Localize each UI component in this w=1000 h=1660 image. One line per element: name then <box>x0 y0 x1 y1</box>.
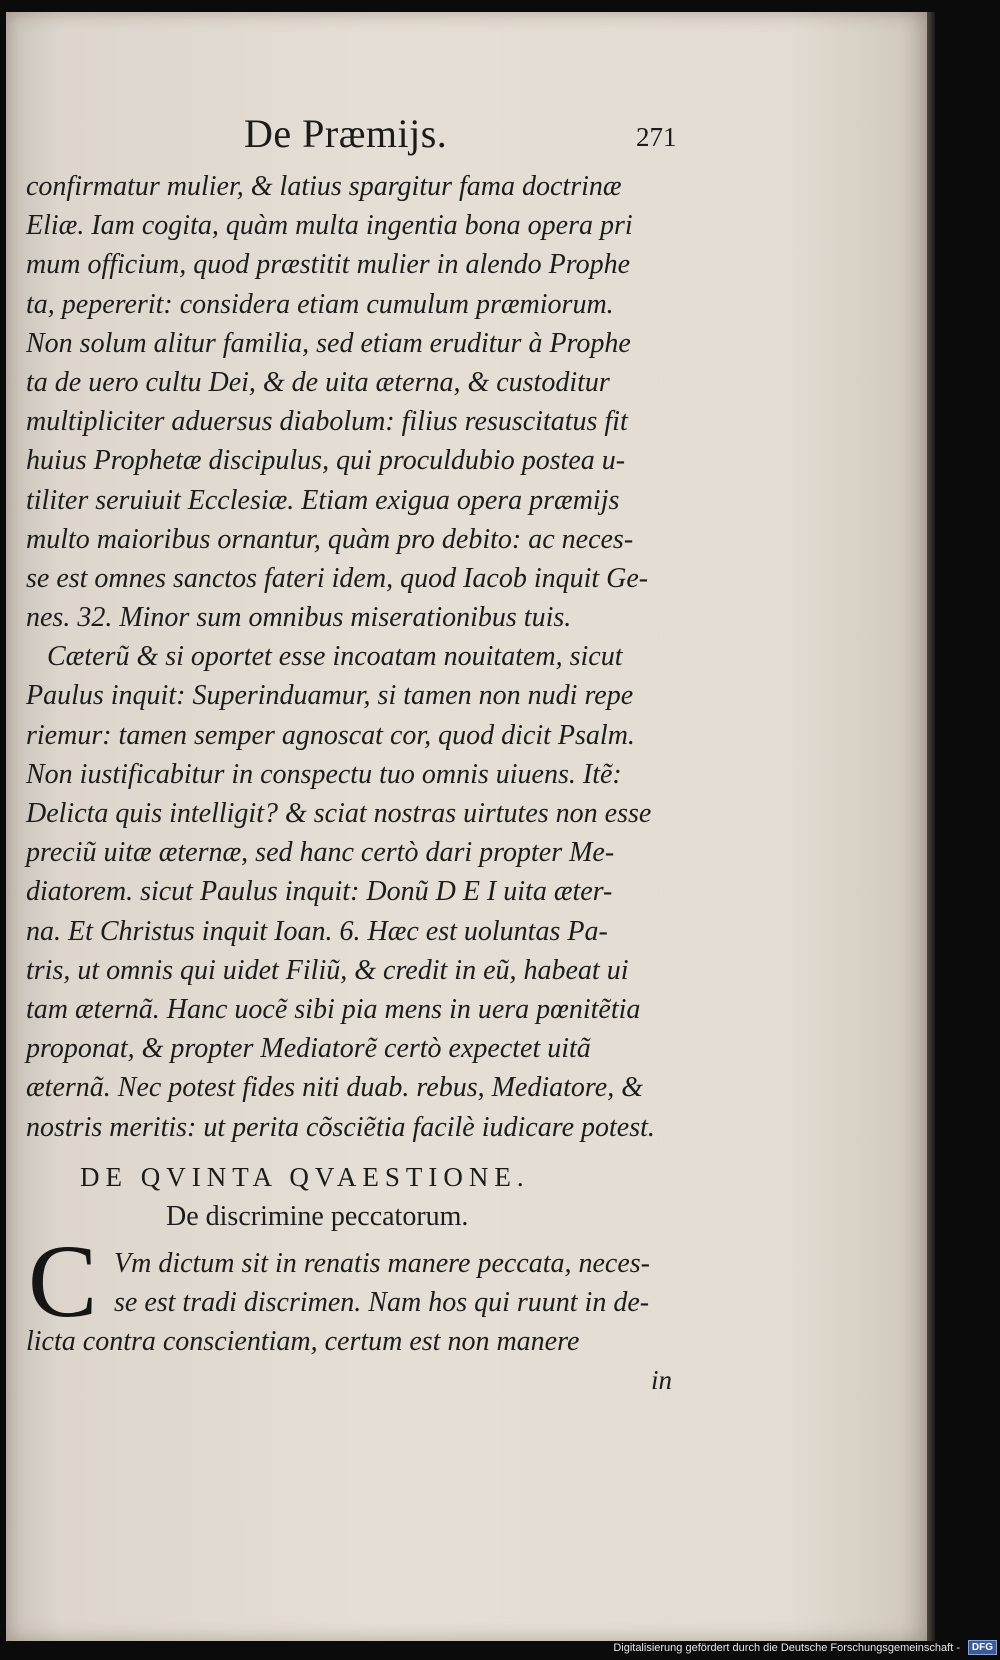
text-line: nostris meritis: ut perita cõsciẽtia facilè iudicare potest. <box>26 1111 655 1143</box>
text-line: tam æternã. Hanc uocẽ sibi pia mens in uera pœnitẽtia <box>26 993 641 1025</box>
text-line: se est omnes sanctos fateri idem, quod Iacob inquit Ge- <box>26 562 649 594</box>
text-line: na. Et Christus inquit Ioan. 6. Hæc est uoluntas Pa- <box>26 915 608 947</box>
text-line: Vm dictum sit in renatis manere peccata, neces- <box>114 1248 651 1279</box>
text-line: multo maioribus ornantur, quàm pro debito: ac neces- <box>26 523 634 555</box>
drop-capital: C <box>28 1224 98 1339</box>
text-line: proponat, & propter Mediatorẽ certò expectet uitã <box>26 1033 591 1065</box>
text-line: Non solum alitur familia, sed etiam eruditur à Prophe <box>26 327 631 359</box>
text-line: mum officium, quod præstitit mulier in alendo Prophe <box>26 249 631 281</box>
text-line: Eliæ. Iam cogita, quàm multa ingentia bona opera pri <box>26 210 633 242</box>
section-subheading: De discrimine peccatorum. <box>166 1201 469 1232</box>
section-heading: DE QVINTA QVAESTIONE. <box>80 1162 530 1192</box>
catchword: in <box>651 1365 673 1395</box>
text-line: Cæterũ & si oportet esse incoatam nouitatem, sicut <box>26 641 623 673</box>
text-line: huius Prophetæ discipulus, qui proculdubio postea u- <box>26 445 626 477</box>
book-page <box>6 12 927 1641</box>
text-line: se est tradi discrimen. Nam hos qui ruunt in de- <box>114 1287 650 1319</box>
text-line: Delicta quis intelligit? & sciat nostras uirtutes non esse <box>26 798 652 829</box>
text-line: Non iustificabitur in conspectu tuo omnis uiuens. Itẽ: <box>26 758 622 790</box>
text-line: ta, pepererit: considera etiam cumulum præmiorum. <box>26 288 614 320</box>
text-line: preciũ uitæ æternæ, sed hanc certò dari propter Me- <box>26 837 615 869</box>
digitization-credit: Digitalisierung gefördert durch die Deutsche Forschungsgemeinschaft - <box>613 1642 960 1654</box>
text-line: tris, ut omnis qui uidet Filiũ, & credit in eũ, habeat ui <box>26 954 629 986</box>
running-head: De Præmijs. <box>244 111 448 156</box>
main-text <box>26 167 686 1147</box>
page-edge <box>927 12 935 1641</box>
text-line: multipliciter aduersus diabolum: filius resuscitatus fit <box>26 406 628 438</box>
text-line: diatorem. sicut Paulus inquit: Donũ D E I uita æter- <box>26 876 613 908</box>
text-line: tiliter seruiuit Ecclesiæ. Etiam exigua opera præmijs <box>26 484 620 516</box>
text-line: ta de uero cultu Dei, & de uita æterna, & custoditur <box>26 366 610 398</box>
text-line: licta contra conscientiam, certum est non manere <box>26 1326 580 1358</box>
text-line: æternã. Nec potest fides niti duab. rebus, Mediatore, & <box>26 1072 643 1104</box>
page-header <box>6 110 927 170</box>
text-line: Paulus inquit: Superinduamur, si tamen non nudi repe <box>26 680 634 712</box>
section-text <box>26 1244 686 1362</box>
text-line: confirmatur mulier, & latius spargitur fama doctrinæ <box>26 171 622 202</box>
text-line: riemur: tamen semper agnoscat cor, quod dicit Psalm. <box>26 719 635 751</box>
text-line: nes. 32. Minor sum omnibus miserationibus tuis. <box>26 602 572 634</box>
page-number: 271 <box>636 122 677 152</box>
dfg-logo: DFG <box>968 1640 997 1655</box>
